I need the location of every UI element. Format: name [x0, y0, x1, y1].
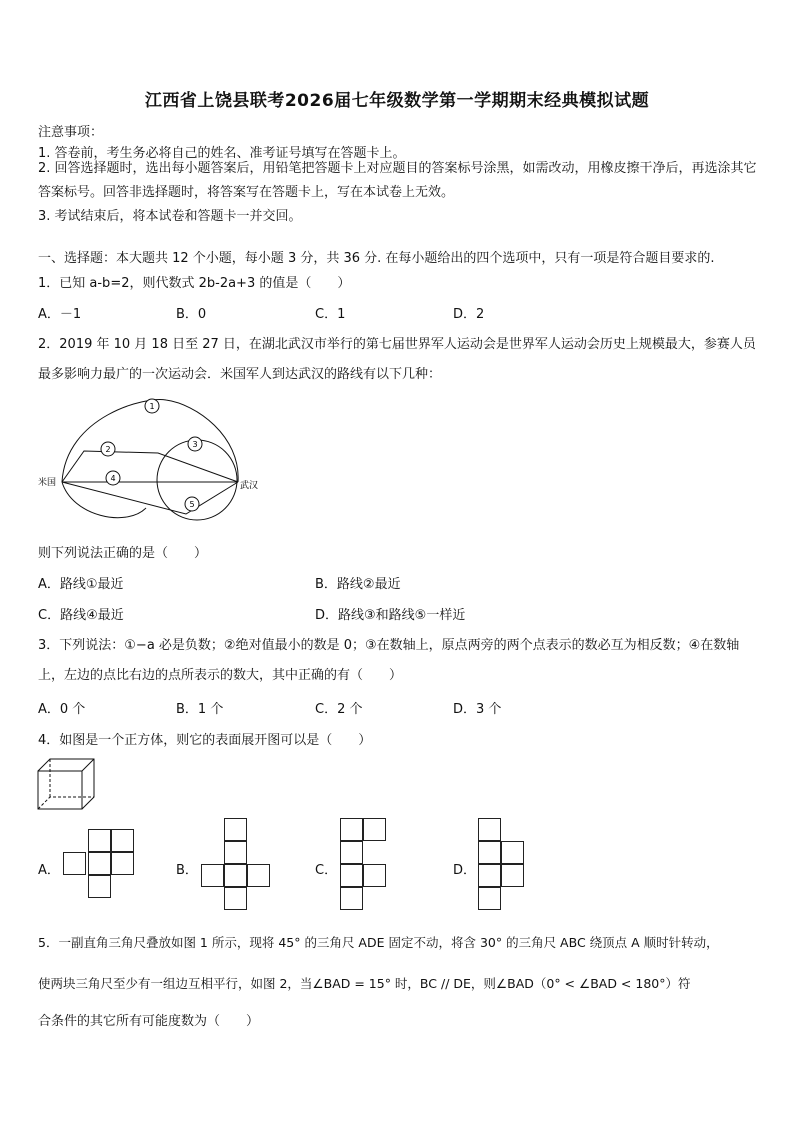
- q3-option-c: C．2 个: [315, 702, 363, 717]
- q2-option-a: A．路线①最近: [38, 577, 124, 592]
- notice-heading: 注意事项：: [38, 125, 104, 140]
- q3-option-a: A．0 个: [38, 702, 86, 717]
- q1-option-b: B．0: [176, 307, 207, 322]
- route-4-label: 4: [110, 474, 116, 483]
- q4-option-b: B．: [176, 863, 198, 878]
- q1-option-a: A．－1: [38, 307, 82, 322]
- route-diagram: [36, 396, 266, 526]
- label-destination: 武汉: [240, 481, 259, 491]
- notice-item-3: 3. 考试结束后，将本试卷和答题卡一并交回。: [38, 209, 302, 224]
- route-lower-arc: [62, 482, 146, 518]
- label-origin: 米国: [38, 478, 57, 488]
- notice-item-2: 2. 回答选择题时，选出每小题答案后，用铅笔把答题卡上对应题目的答案标号涂黑，如需改动，用橡皮擦干净后，再选涂其它答案标号。回答非选择题时，将答案写在答题卡上，写在本试卷上无效。: [38, 161, 757, 200]
- route-3-label: 3: [192, 440, 198, 449]
- q4-option-a: A．: [38, 863, 60, 878]
- cube-figure: [36, 757, 98, 811]
- q5-line-1: 5．一副直角三角尺叠放如图 1 所示，现将 45° 的三角尺 ADE 固定不动，将含 30° 的三角尺 ABC 绕顶点 A 顺时针转动，: [38, 935, 719, 950]
- page-title: 江西省上饶县联考2026届七年级数学第一学期期末经典模拟试题: [144, 91, 650, 111]
- q4-option-c: C．: [315, 863, 338, 878]
- route-2-line: [62, 451, 238, 482]
- q4-stem: 4．如图是一个正方体，则它的表面展开图可以是（ ）: [38, 733, 372, 748]
- q3-stem: 3．下列说法：①−a 必是负数；②绝对值最小的数是 0；③在数轴上，原点两旁的两个点表示的数必互为相反数；④在数轴上，左边的点比右边的点所表示的数大，其中正确的有（ ）: [38, 638, 740, 683]
- q5-line-3: 合条件的其它所有可能度数为（ ）: [38, 1014, 260, 1029]
- q2-stem: 2．2019 年 10 月 18 日至 27 日，在湖北武汉市举行的第七届世界军人运动会是世界军人运动会历史上规模最大，参赛人员最多影响力最广的一次运动会．米国军人到达武汉的路线有以下几种：: [38, 337, 756, 382]
- q2-option-d: D．路线③和路线⑤一样近: [315, 608, 466, 623]
- notice-item-1: 1. 答卷前，考生务必将自己的姓名、准考证号填写在答题卡上。: [38, 146, 406, 161]
- q4-option-d: D．: [453, 863, 477, 878]
- q5-line-2: 使两块三角尺至少有一组边互相平行，如图 2，当∠BAD = 15° 时，BC // DE，则∠BAD（0° < ∠BAD < 180°）符: [38, 976, 691, 991]
- route-2-label: 2: [105, 445, 111, 454]
- q1-option-d: D．2: [453, 307, 485, 322]
- route-1-label: 1: [149, 402, 155, 411]
- q2-question: 则下列说法正确的是（ ）: [38, 546, 208, 561]
- q2-option-b: B．路线②最近: [315, 577, 401, 592]
- route-5-line: [62, 482, 238, 514]
- q3-option-b: B．1 个: [176, 702, 224, 717]
- route-5-label: 5: [189, 500, 195, 509]
- q3-option-d: D．3 个: [453, 702, 502, 717]
- q1-stem: 1．已知 a-b=2，则代数式 2b-2a+3 的值是（ ）: [38, 276, 351, 291]
- q2-option-c: C．路线④最近: [38, 608, 124, 623]
- q1-option-c: C．1: [315, 307, 346, 322]
- section-heading: 一、选择题：本大题共 12 个小题，每小题 3 分，共 36 分. 在每小题给出的四个选项中，只有一项是符合题目要求的.: [38, 251, 715, 266]
